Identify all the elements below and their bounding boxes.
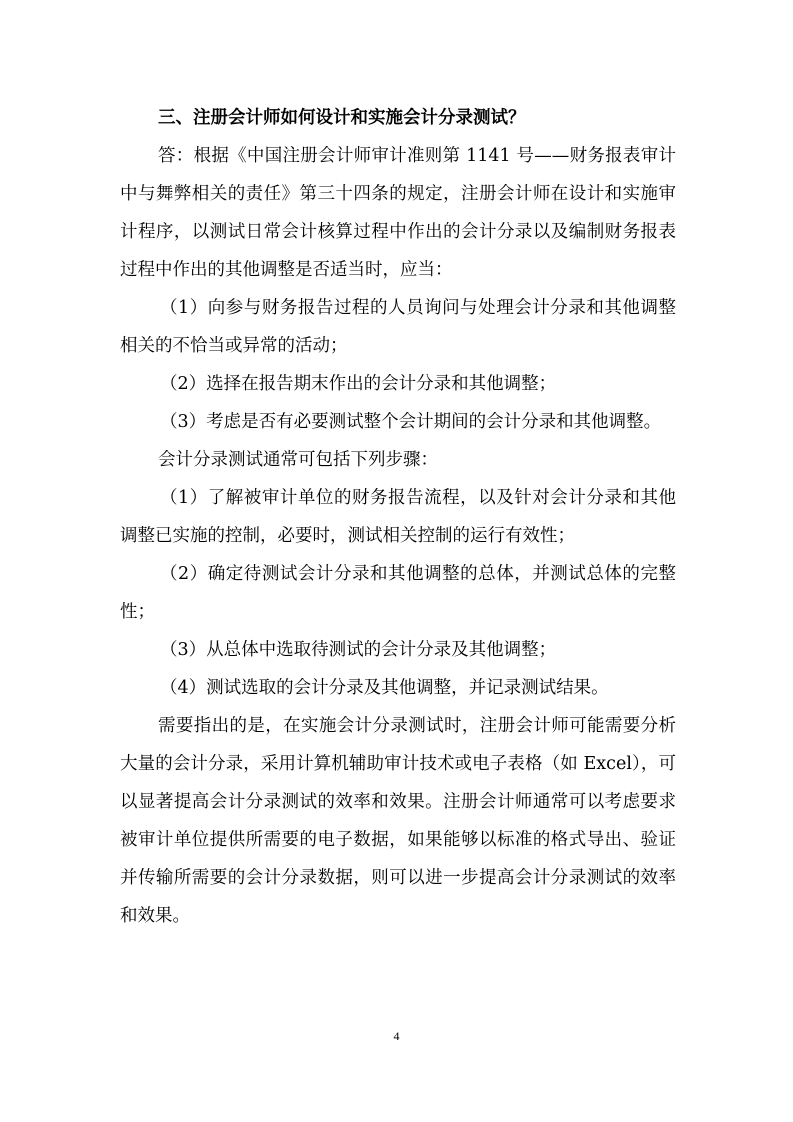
document-body xyxy=(120,99,676,935)
step-item: （2）确定待测试会计分录和其他调整的总体，并测试总体的完整性； xyxy=(120,564,676,622)
step-item: （3）从总体中选取待测试的会计分录及其他调整； xyxy=(160,640,557,660)
note-paragraph: 需要指出的是，在实施会计分录测试时，注册会计师可能需要分析大量的会计分录，采用计算机辅助审计技术或电子表格（如 Excel），可以显著提高会计分录测试的效率和效果。注册会计师通常可以考虑要求被审计单位提供所需要的电子数据，如果能够以标准的格式导出、验证并传输所需要的会计分录数据，则可以进一步提高会计分录测试的效率和效果。 xyxy=(120,716,676,926)
requirement-item: （2）选择在报告期末作出的会计分录和其他调整； xyxy=(160,374,557,394)
answer-paragraph: 答：根据《中国注册会计师审计准则第 1141 号——财务报表审计中与舞弊相关的责任》第三十四条的规定，注册会计师在设计和实施审计程序，以测试日常会计核算过程中作出的会计分录以及编制财务报表过程中作出的其他调整是否适当时，应当： xyxy=(120,146,676,280)
requirement-item: （1）向参与财务报告过程的人员询问与处理会计分录和其他调整相关的不恰当或异常的活动； xyxy=(120,298,676,356)
requirement-item: （3）考虑是否有必要测试整个会计期间的会计分录和其他调整。 xyxy=(160,412,662,432)
step-item: （1）了解被审计单位的财务报告流程，以及针对会计分录和其他调整已实施的控制，必要时，测试相关控制的运行有效性； xyxy=(120,488,676,546)
steps-intro: 会计分录测试通常可包括下列步骤： xyxy=(158,450,438,470)
page-number: 4 xyxy=(393,1029,400,1043)
section-title: 三、注册会计师如何设计和实施会计分录测试？ xyxy=(158,108,526,128)
step-item: （4）测试选取的会计分录及其他调整，并记录测试结果。 xyxy=(160,678,609,698)
